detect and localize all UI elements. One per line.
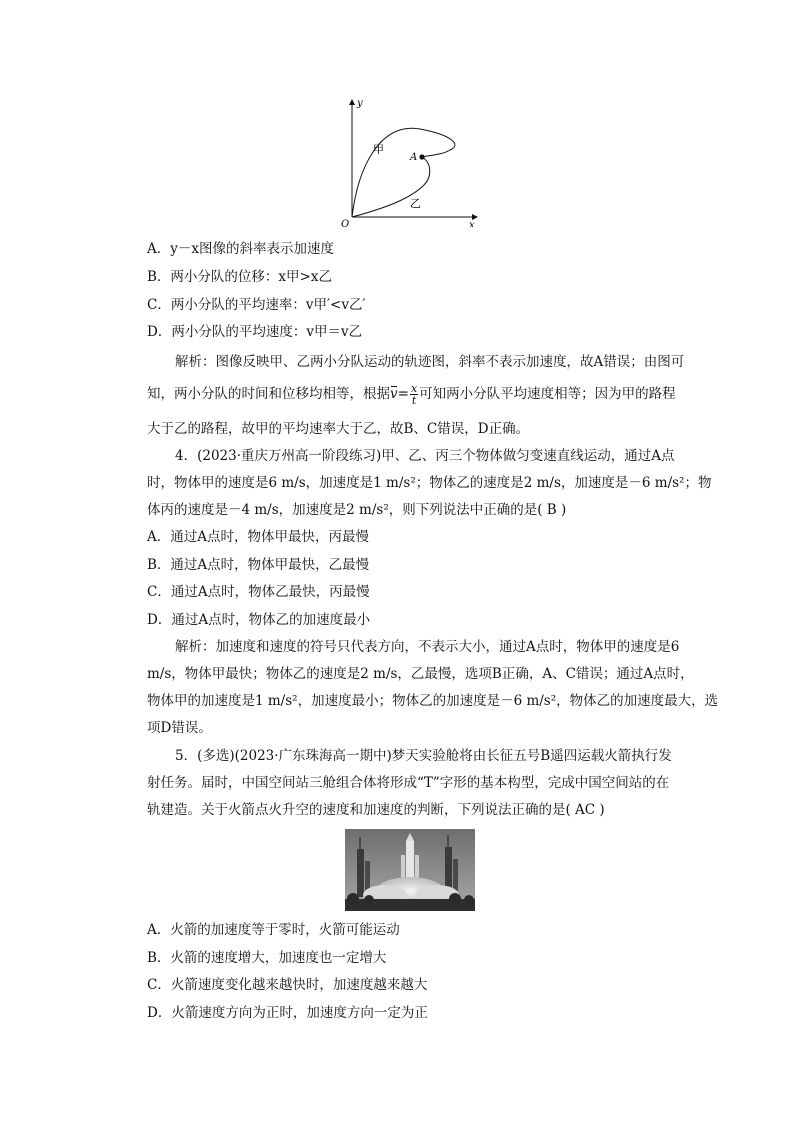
q3-option-b: B．两小分队的位移：x甲>x乙 (147, 269, 332, 285)
q3-option-a: A．y－x图像的斜率表示加速度 (147, 241, 334, 257)
curve-jia (352, 128, 455, 217)
q5-option-a: A．火箭的加速度等于零时，火箭可能运动 (147, 922, 400, 938)
q4-analysis-line-3: 物体甲的加速度是1 m/s²，加速度最小；物体乙的加速度是－6 m/s²，物体乙的加速度最大，选 (147, 693, 719, 709)
q4-option-a: A．通过A点时，物体甲最快，丙最慢 (147, 529, 369, 545)
y-axis-arrow (349, 99, 355, 105)
q4-stem-line-2: 时，物体甲的速度是6 m/s，加速度是1 m/s²；物体乙的速度是2 m/s，加速度是－6 m/s²；物 (147, 475, 712, 491)
q5-option-b: B．火箭的速度增大，加速度也一定增大 (147, 950, 387, 966)
fraction-denominator: t (411, 394, 417, 407)
q5-stem-line-3: 轨建造。关于火箭点火升空的速度和加速度的判断，下列说法正确的是( AC ) (147, 802, 605, 818)
rocket-launch-photo (345, 829, 475, 911)
q3-analysis-text-a: 知，两小分队的时间和位移均相等，根据 (147, 386, 390, 402)
q5-stem-line-1: 5．(多选)(2023·广东珠海高一期中)梦天实验舱将由长征五号B遥四运载火箭执行发 (175, 748, 672, 764)
q4-stem-line-3: 体丙的速度是－4 m/s，加速度是2 m/s²，则下列说法中正确的是( B ) (147, 502, 567, 518)
q4-option-d: D．通过A点时，物体乙的加速度最小 (147, 612, 371, 628)
q4-stem-line-1: 4．(2023·重庆万州高一阶段练习)甲、乙、丙三个物体做匀变速直线运动，通过A点 (175, 448, 675, 464)
trajectory-graph (340, 97, 480, 227)
q4-option-c: C．通过A点时，物体乙最快，丙最慢 (147, 584, 370, 600)
curve-yi-label: 乙 (410, 197, 421, 210)
point-a-label: A (410, 152, 418, 163)
curve-jia-label: 甲 (373, 143, 384, 156)
q4-analysis-line-2: m/s，物体甲最快；物体乙的速度是2 m/s，乙最慢，选项B正确，A、C错误；通过A点时， (147, 666, 694, 682)
q5-option-d: D．火箭速度方向为正时，加速度方向一定为正 (147, 1005, 428, 1021)
q3-analysis-line-2 (147, 383, 676, 406)
q4-analysis-line-4: 项D错误。 (147, 720, 212, 736)
q5-stem-line-2: 射任务。届时，中国空间站三舱组合体将形成“T”字形的基本构型，完成中国空间站的在 (147, 775, 670, 791)
y-axis-label: y (357, 98, 363, 109)
x-axis-label: x (469, 220, 475, 227)
q5-option-c: C．火箭速度变化越来越快时，加速度越来越大 (147, 977, 428, 993)
point-a (419, 154, 424, 159)
equals-sign: = (397, 386, 409, 402)
x-over-t-fraction (410, 383, 418, 406)
mean-velocity-symbol: v (390, 386, 398, 402)
q3-option-c: C．两小分队的平均速率：v甲′<v乙′ (147, 297, 366, 313)
q4-analysis-line-1: 解析：加速度和速度的符号只代表方向，不表示大小，通过A点时，物体甲的速度是6 (175, 639, 680, 655)
q3-option-d: D．两小分队的平均速度：v甲＝v乙 (147, 324, 363, 340)
q4-option-b: B．通过A点时，物体甲最快，乙最慢 (147, 557, 370, 573)
q3-analysis-line-3: 大于乙的路程，故甲的平均速率大于乙，故B、C错误，D正确。 (147, 421, 530, 437)
origin-label: O (341, 219, 350, 227)
q3-analysis-text-b: 可知两小分队平均速度相等；因为甲的路程 (419, 386, 676, 402)
q3-analysis-line-1: 解析：图像反映甲、乙两小分队运动的轨迹图，斜率不表示加速度，故A错误；由图可 (175, 354, 685, 370)
fraction-numerator: x (410, 382, 418, 395)
